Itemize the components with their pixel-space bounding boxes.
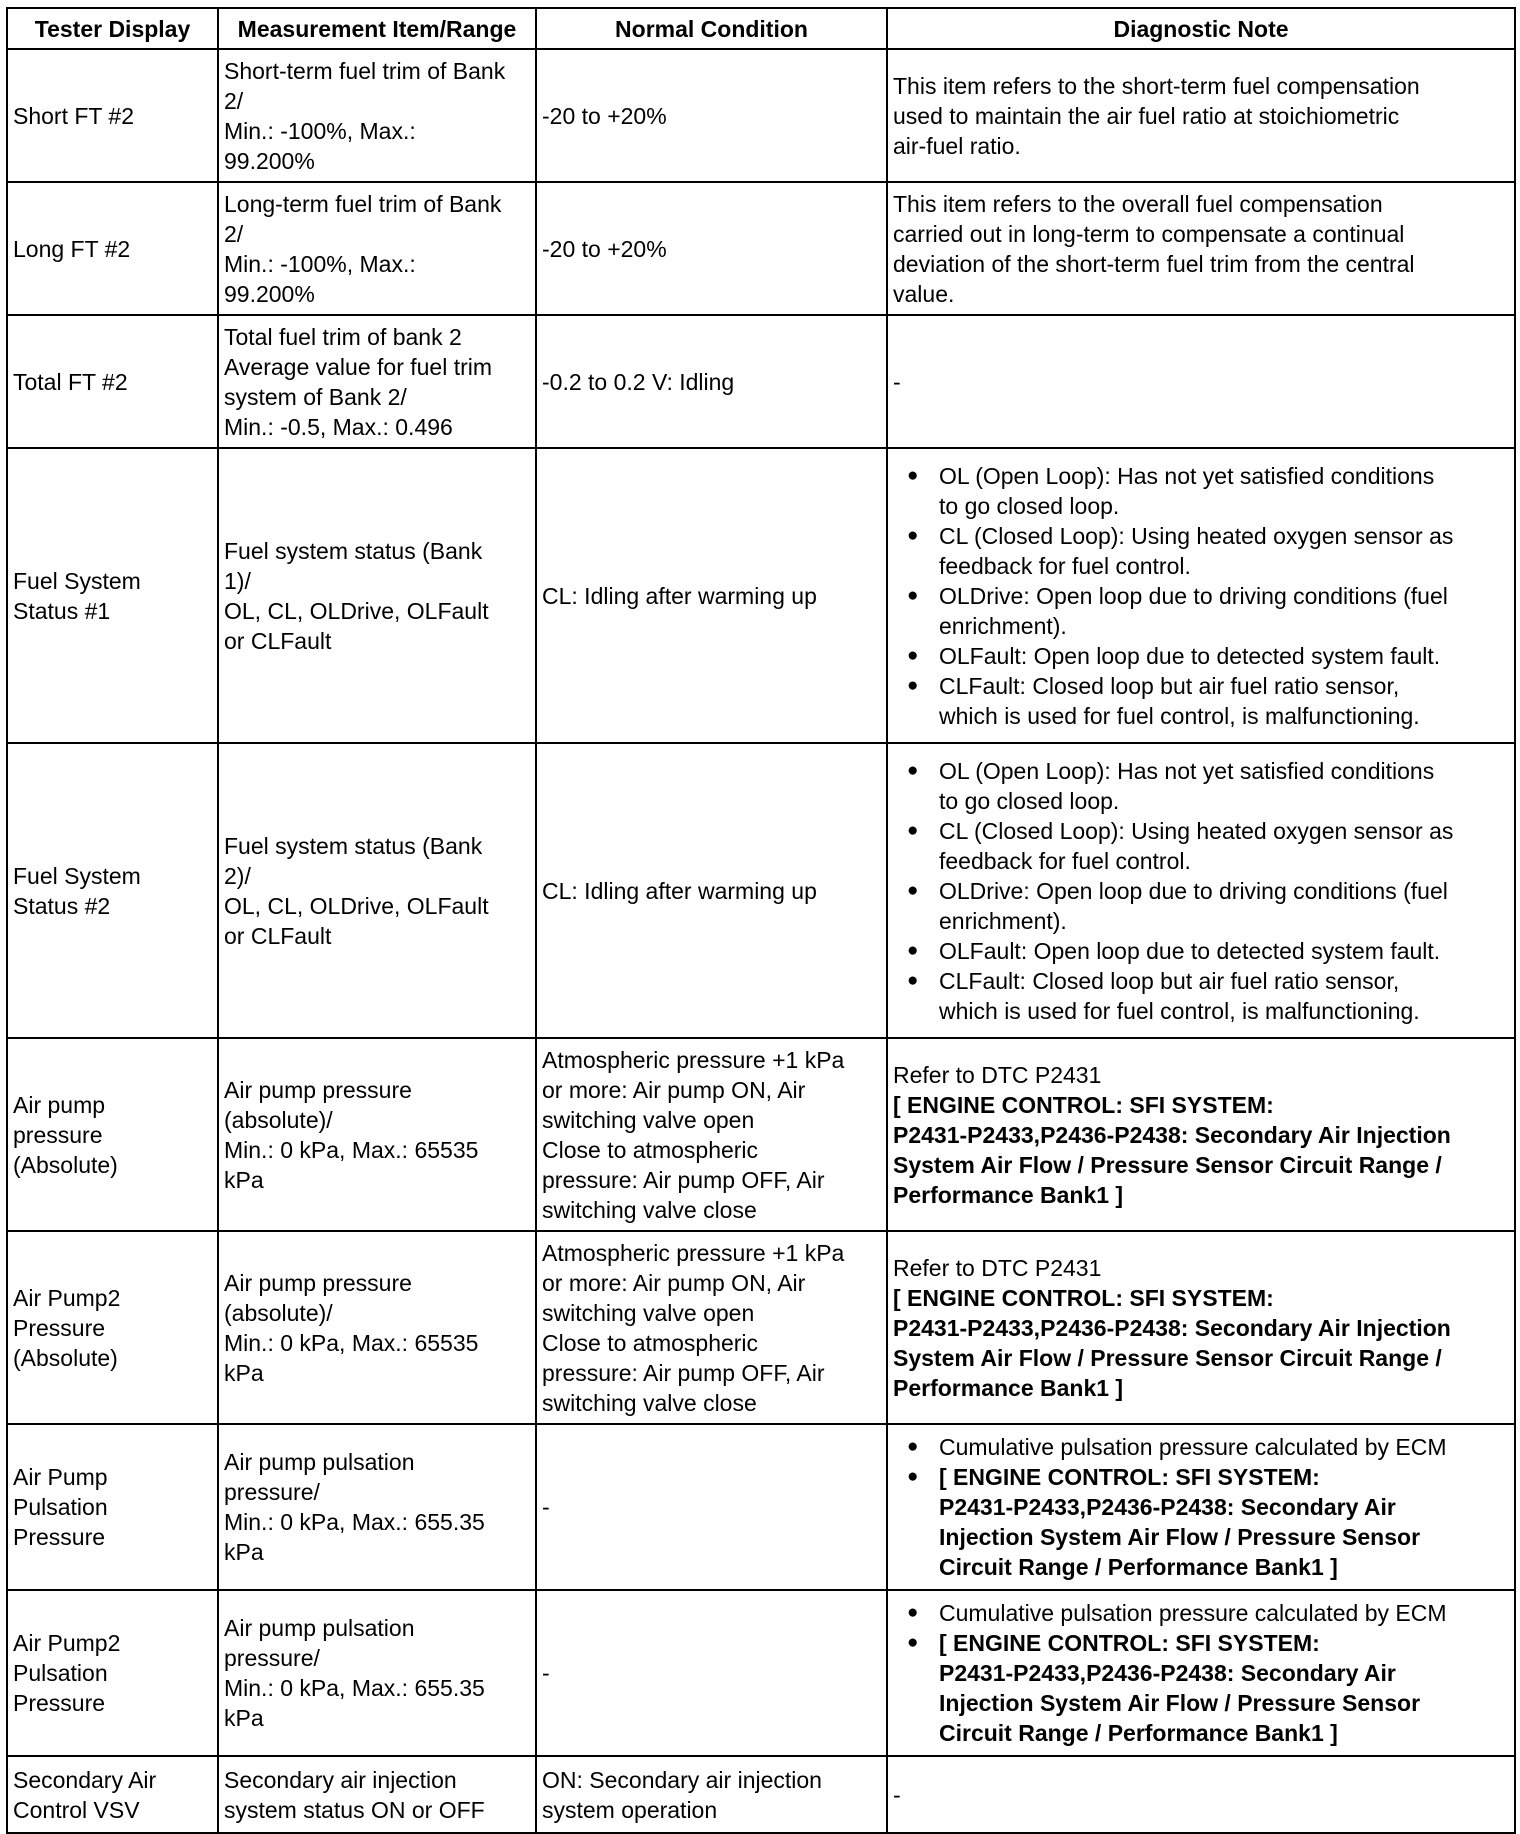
measurement-line: Secondary air injection <box>224 1766 457 1793</box>
measurement-line: pressure/ <box>224 1479 320 1505</box>
note-bullet-line: Cumulative pulsation pressure calculated by ECM <box>939 1600 1447 1626</box>
reference-title-line: [ ENGINE CONTROL: SFI SYSTEM: <box>939 1630 1320 1656</box>
note-bullet-line: which is used for fuel control, is malfunctioning. <box>939 702 1420 729</box>
measurement-line: Air pump pressure <box>224 1269 412 1296</box>
normal-condition-cell <box>536 1756 887 1833</box>
note-bullet-list <box>893 1432 1509 1582</box>
measurement-line: (absolute)/ <box>224 1106 333 1133</box>
measurement-line: system status ON or OFF <box>224 1796 485 1823</box>
measurement-cell <box>218 49 536 182</box>
measurement-line: pressure/ <box>224 1645 320 1671</box>
reference-title-line: System Air Flow / Pressure Sensor Circuit Range / <box>893 1151 1442 1178</box>
normal-condition-cell <box>536 1231 887 1424</box>
tester-display-line: Pressure <box>13 1524 106 1550</box>
normal-condition-cell <box>536 1038 887 1231</box>
measurement-line: Min.: 0 kPa, Max.: 655.35 <box>224 1509 485 1535</box>
normal-condition-line: Close to atmospheric <box>542 1136 759 1163</box>
header-tester-display: Tester Display <box>7 8 218 49</box>
measurement-line: Fuel system status (Bank <box>224 832 483 859</box>
measurement-line: Fuel system status (Bank <box>224 537 483 564</box>
reference-lead-text: Refer to DTC P2431 <box>893 1061 1102 1088</box>
tester-display-line: Fuel System <box>13 862 141 889</box>
normal-condition-cell <box>536 49 887 182</box>
normal-condition-line: CL: Idling after warming up <box>542 582 817 609</box>
tester-display-line: Air pump <box>13 1091 106 1118</box>
table-row <box>7 1590 1515 1756</box>
diagnostic-note-cell <box>887 182 1515 315</box>
tester-display-line: pressure <box>13 1121 103 1148</box>
reference-title-line: [ ENGINE CONTROL: SFI SYSTEM: <box>939 1464 1320 1490</box>
measurement-line: kPa <box>224 1705 264 1731</box>
normal-condition-line: -0.2 to 0.2 V: Idling <box>542 368 735 395</box>
reference-title-line: P2431-P2433,P2436-P2438: Secondary Air Injection <box>893 1121 1451 1148</box>
note-bullet-line: OLFault: Open loop due to detected system fault. <box>939 642 1441 669</box>
reference-title-line: Performance Bank1 ] <box>893 1374 1124 1401</box>
measurement-cell <box>218 1424 536 1590</box>
tester-display-line: Fuel System <box>13 567 141 594</box>
note-bullet-line: CL (Closed Loop): Using heated oxygen sensor as <box>939 522 1454 549</box>
tester-display-line: Pulsation <box>13 1494 108 1520</box>
normal-condition-line: switching valve open <box>542 1299 755 1326</box>
tester-display-line: Control VSV <box>13 1796 140 1823</box>
note-bullet-list <box>893 1598 1509 1748</box>
measurement-cell <box>218 448 536 743</box>
reference-title-line: P2431-P2433,P2436-P2438: Secondary Air Injection <box>893 1314 1451 1341</box>
tester-display-line: Pressure <box>13 1690 106 1716</box>
tester-display-cell <box>7 182 218 315</box>
measurement-cell <box>218 1756 536 1833</box>
note-line: deviation of the short-term fuel trim from the central <box>893 250 1415 277</box>
note-bullet-item <box>939 936 1509 966</box>
note-bullet-line: OLFault: Open loop due to detected system fault. <box>939 937 1441 964</box>
measurement-cell <box>218 1590 536 1756</box>
measurement-cell <box>218 1038 536 1231</box>
data-list-table <box>6 7 1516 1834</box>
tester-display-line: Long FT #2 <box>13 235 131 262</box>
measurement-line: 2/ <box>224 87 244 114</box>
note-bullet-item <box>939 581 1509 641</box>
normal-condition-cell <box>536 448 887 743</box>
table-row <box>7 1038 1515 1231</box>
table-row <box>7 448 1515 743</box>
note-bullet-item <box>939 1432 1509 1462</box>
measurement-cell <box>218 315 536 448</box>
measurement-line: Total fuel trim of bank 2 <box>224 323 462 350</box>
normal-condition-line: switching valve close <box>542 1196 757 1223</box>
tester-display-line: Air Pump2 <box>13 1284 121 1311</box>
diagnostic-note-cell <box>887 49 1515 182</box>
note-bullet-list <box>893 756 1509 1026</box>
diagnostic-note-cell <box>887 1424 1515 1590</box>
note-bullet-line: enrichment). <box>939 612 1067 639</box>
tester-display-line: Pressure <box>13 1314 106 1341</box>
header-diagnostic-note: Diagnostic Note <box>887 8 1515 49</box>
measurement-line: OL, CL, OLDrive, OLFault <box>224 892 489 919</box>
tester-display-cell <box>7 1231 218 1424</box>
normal-condition-line: -20 to +20% <box>542 235 667 262</box>
measurement-cell <box>218 182 536 315</box>
tester-display-line: Air Pump <box>13 1464 108 1490</box>
tester-display-cell <box>7 448 218 743</box>
measurement-line: kPa <box>224 1539 264 1565</box>
tester-display-line: Pulsation <box>13 1660 108 1686</box>
note-bullet-item <box>939 756 1509 816</box>
diagnostic-note-cell <box>887 743 1515 1038</box>
note-bullet-item <box>939 1598 1509 1628</box>
tester-display-cell <box>7 1756 218 1833</box>
reference-title-line: [ ENGINE CONTROL: SFI SYSTEM: <box>893 1091 1274 1118</box>
diagnostic-note-cell <box>887 1231 1515 1424</box>
normal-condition-cell <box>536 743 887 1038</box>
measurement-line: Average value for fuel trim <box>224 353 493 380</box>
header-measurement-item: Measurement Item/Range <box>218 8 536 49</box>
tester-display-line: (Absolute) <box>13 1344 118 1371</box>
note-line: This item refers to the short-term fuel compensation <box>893 72 1420 99</box>
note-bullet-line: CL (Closed Loop): Using heated oxygen sensor as <box>939 817 1454 844</box>
normal-condition-line: system operation <box>542 1796 718 1823</box>
measurement-line: OL, CL, OLDrive, OLFault <box>224 597 489 624</box>
tester-display-line: Status #1 <box>13 597 111 624</box>
measurement-line: or CLFault <box>224 922 332 949</box>
measurement-line: 2/ <box>224 220 244 247</box>
table-row <box>7 182 1515 315</box>
note-bullet-line: OL (Open Loop): Has not yet satisfied conditions <box>939 757 1435 784</box>
tester-display-cell <box>7 1590 218 1756</box>
tester-display-line: Total FT #2 <box>13 368 128 395</box>
measurement-line: 99.200% <box>224 147 315 174</box>
note-bullet-line: Cumulative pulsation pressure calculated by ECM <box>939 1434 1447 1460</box>
note-line: air-fuel ratio. <box>893 132 1021 159</box>
normal-condition-line: switching valve close <box>542 1389 757 1416</box>
tester-display-cell <box>7 1038 218 1231</box>
note-bullet-item <box>939 521 1509 581</box>
diagnostic-note-cell: - <box>887 315 1515 448</box>
note-bullet-line: which is used for fuel control, is malfunctioning. <box>939 997 1420 1024</box>
measurement-line: Min.: 0 kPa, Max.: 65535 <box>224 1329 479 1356</box>
table-body <box>7 49 1515 1833</box>
header-normal-condition: Normal Condition <box>536 8 887 49</box>
note-bullet-list <box>893 461 1509 731</box>
note-bullet-line: feedback for fuel control. <box>939 847 1191 874</box>
note-line: used to maintain the air fuel ratio at stoichiometric <box>893 102 1400 129</box>
measurement-line: 99.200% <box>224 280 315 307</box>
measurement-line: (absolute)/ <box>224 1299 333 1326</box>
table-row <box>7 743 1515 1038</box>
normal-condition-line: Atmospheric pressure +1 kPa <box>542 1239 845 1266</box>
note-bullet-line: feedback for fuel control. <box>939 552 1191 579</box>
note-bullet-line: OLDrive: Open loop due to driving conditions (fuel <box>939 877 1448 904</box>
table-row <box>7 315 1515 448</box>
reference-lead-text: Refer to DTC P2431 <box>893 1254 1102 1281</box>
measurement-line: Short-term fuel trim of Bank <box>224 57 506 84</box>
reference-title-line: P2431-P2433,P2436-P2438: Secondary Air <box>939 1660 1396 1686</box>
note-bullet-item <box>939 816 1509 876</box>
normal-condition-line: -20 to +20% <box>542 102 667 129</box>
note-bullet-item <box>939 876 1509 936</box>
normal-condition-line: CL: Idling after warming up <box>542 877 817 904</box>
reference-title-line: Circuit Range / Performance Bank1 ] <box>939 1554 1338 1580</box>
note-bullet-item <box>939 1462 1509 1582</box>
measurement-line: Air pump pulsation <box>224 1449 415 1475</box>
reference-title-line: Injection System Air Flow / Pressure Sensor <box>939 1690 1421 1716</box>
table-row <box>7 1231 1515 1424</box>
note-bullet-line: to go closed loop. <box>939 492 1120 519</box>
normal-condition-cell <box>536 182 887 315</box>
note-bullet-item <box>939 461 1509 521</box>
normal-condition-cell <box>536 315 887 448</box>
tester-display-line: Secondary Air <box>13 1766 157 1793</box>
note-bullet-item <box>939 966 1509 1026</box>
note-bullet-line: enrichment). <box>939 907 1067 934</box>
measurement-line: or CLFault <box>224 627 332 654</box>
normal-condition-line: pressure: Air pump OFF, Air <box>542 1166 825 1193</box>
measurement-line: Min.: 0 kPa, Max.: 65535 <box>224 1136 479 1163</box>
note-line: This item refers to the overall fuel compensation <box>893 190 1383 217</box>
normal-condition-line: or more: Air pump ON, Air <box>542 1076 806 1103</box>
tester-display-line: Short FT #2 <box>13 102 135 129</box>
tester-display-line: (Absolute) <box>13 1151 118 1178</box>
normal-condition-cell: - <box>536 1424 887 1590</box>
note-line: value. <box>893 280 955 307</box>
diagnostic-note-cell: - <box>887 1756 1515 1833</box>
normal-condition-line: or more: Air pump ON, Air <box>542 1269 806 1296</box>
tester-display-cell <box>7 49 218 182</box>
diagnostic-data-list <box>6 7 1516 1834</box>
tester-display-line: Air Pump2 <box>13 1630 121 1656</box>
table-row <box>7 49 1515 182</box>
note-bullet-item <box>939 641 1509 671</box>
measurement-line: Long-term fuel trim of Bank <box>224 190 502 217</box>
measurement-line: 2)/ <box>224 862 251 889</box>
reference-title-line: Circuit Range / Performance Bank1 ] <box>939 1720 1338 1746</box>
table-row <box>7 1756 1515 1833</box>
normal-condition-line: switching valve open <box>542 1106 755 1133</box>
note-bullet-line: CLFault: Closed loop but air fuel ratio sensor, <box>939 672 1400 699</box>
note-bullet-line: OL (Open Loop): Has not yet satisfied conditions <box>939 462 1435 489</box>
tester-display-cell <box>7 743 218 1038</box>
measurement-line: Min.: 0 kPa, Max.: 655.35 <box>224 1675 485 1701</box>
measurement-cell <box>218 1231 536 1424</box>
measurement-line: kPa <box>224 1359 264 1386</box>
measurement-line: kPa <box>224 1166 264 1193</box>
normal-condition-cell: - <box>536 1590 887 1756</box>
reference-title-line: System Air Flow / Pressure Sensor Circuit Range / <box>893 1344 1442 1371</box>
diagnostic-note-cell <box>887 1038 1515 1231</box>
measurement-line: Min.: -0.5, Max.: 0.496 <box>224 413 453 440</box>
table-row <box>7 1424 1515 1590</box>
measurement-line: Min.: -100%, Max.: <box>224 250 416 277</box>
note-bullet-item <box>939 1628 1509 1748</box>
measurement-line: Air pump pressure <box>224 1076 412 1103</box>
tester-display-cell <box>7 315 218 448</box>
normal-condition-line: Atmospheric pressure +1 kPa <box>542 1046 845 1073</box>
note-bullet-line: to go closed loop. <box>939 787 1120 814</box>
reference-title-line: P2431-P2433,P2436-P2438: Secondary Air <box>939 1494 1396 1520</box>
reference-title-line: Injection System Air Flow / Pressure Sensor <box>939 1524 1421 1550</box>
measurement-line: 1)/ <box>224 567 251 594</box>
normal-condition-line: ON: Secondary air injection <box>542 1766 822 1793</box>
table-header-row <box>7 8 1515 49</box>
tester-display-line: Status #2 <box>13 892 111 919</box>
measurement-cell <box>218 743 536 1038</box>
normal-condition-line: Close to atmospheric <box>542 1329 759 1356</box>
diagnostic-note-cell <box>887 1590 1515 1756</box>
note-line: carried out in long-term to compensate a continual <box>893 220 1405 247</box>
measurement-line: system of Bank 2/ <box>224 383 407 410</box>
normal-condition-line: pressure: Air pump OFF, Air <box>542 1359 825 1386</box>
note-bullet-line: CLFault: Closed loop but air fuel ratio sensor, <box>939 967 1400 994</box>
diagnostic-note-cell <box>887 448 1515 743</box>
note-bullet-item <box>939 671 1509 731</box>
note-bullet-line: OLDrive: Open loop due to driving conditions (fuel <box>939 582 1448 609</box>
measurement-line: Min.: -100%, Max.: <box>224 117 416 144</box>
reference-title-line: Performance Bank1 ] <box>893 1181 1124 1208</box>
measurement-line: Air pump pulsation <box>224 1615 415 1641</box>
tester-display-cell <box>7 1424 218 1590</box>
reference-title-line: [ ENGINE CONTROL: SFI SYSTEM: <box>893 1284 1274 1311</box>
